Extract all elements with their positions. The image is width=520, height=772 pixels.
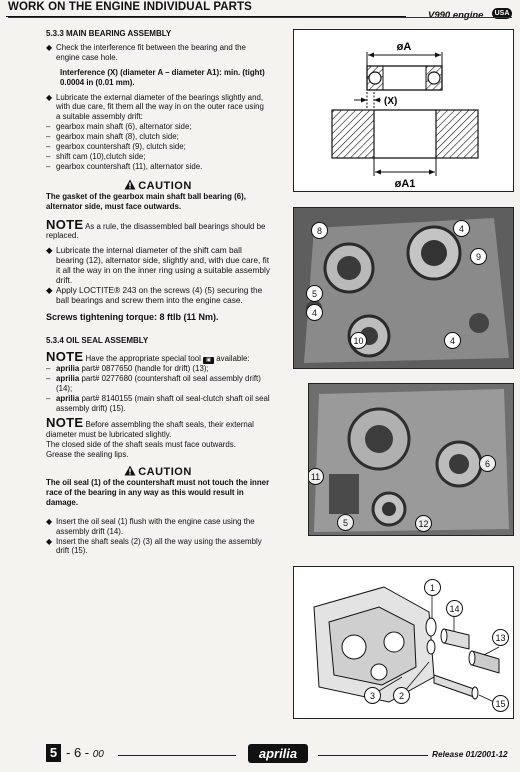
engine-case-photo-clutch-side	[293, 207, 514, 369]
note-label: NOTE	[46, 216, 84, 232]
bullet-diamond-icon: ◆	[46, 92, 53, 102]
aprilia-logo: aprilia	[248, 744, 308, 763]
note-block	[46, 216, 270, 242]
diameter-a1-label: øA1	[394, 178, 416, 190]
bullet-item: ◆ Insert the oil seal (1) flush with the engine case using the assembly drift (14).	[46, 516, 255, 536]
warning-triangle-icon	[124, 179, 136, 190]
bearing-interference-diagram	[293, 29, 514, 192]
section-oil-seal-assembly	[46, 336, 270, 556]
list-item: – shift cam (10),clutch side;	[46, 151, 146, 161]
callout-marker: 11	[308, 468, 324, 485]
note-line: Grease the sealing lips.	[46, 450, 129, 460]
callout-marker: 8	[311, 222, 328, 239]
header-separator	[8, 17, 512, 18]
bullet-diamond-icon: ◆	[46, 516, 53, 526]
callout-marker: 12	[415, 515, 432, 532]
torque-spec: Screws tightening torque: 8 ftlb (11 Nm).	[46, 311, 219, 322]
page-header-title: WORK ON THE ENGINE INDIVIDUAL PARTS	[8, 1, 252, 13]
list-item: – aprilia part# 0877650 (handle for drift) (13);	[46, 363, 209, 373]
note-line: The closed side of the shaft seals must face outwards.	[46, 440, 236, 450]
bullet-diamond-icon: ◆	[46, 42, 53, 52]
callout-marker: 4	[453, 220, 470, 237]
engine-case-photo-alternator-side	[308, 383, 514, 536]
callout-marker: 3	[364, 687, 381, 704]
list-item: – aprilia part# 8140155 (main shaft oil seal-clutch shaft oil seal assembly drift) (15).	[46, 393, 270, 413]
list-item: – gearbox main shaft (8), clutch side;	[46, 132, 179, 142]
section-heading: 5.3.3 MAIN BEARING ASSEMBLY	[46, 29, 172, 38]
usa-badge: USA	[492, 8, 512, 19]
callout-marker: 4	[444, 332, 461, 349]
callout-marker: 6	[479, 455, 496, 472]
callout-marker: 15	[492, 695, 509, 712]
bullet-item: ◆ Lubricate the external diameter of the bearings slightly and, with due care, fit them all the way in on the outer race using a suitable assembly drift:	[46, 92, 264, 122]
callout-marker: 10	[350, 332, 367, 349]
caution-heading: CAUTION	[46, 179, 270, 192]
callout-marker: 13	[492, 629, 509, 646]
note-label: NOTE	[46, 348, 84, 364]
callout-marker: 9	[470, 248, 487, 265]
bullet-diamond-icon: ◆	[46, 245, 53, 256]
callout-marker: 5	[337, 514, 354, 531]
page-number: - 6 - 00	[66, 745, 104, 760]
bullet-diamond-icon: ◆	[46, 536, 53, 546]
list-item: – gearbox countershaft (11), alternator side.	[46, 161, 203, 171]
note-block: NOTE Have the appropriate special tool ▣ available:	[46, 348, 250, 364]
oil-seal-tool-illustration	[293, 566, 514, 719]
note-block: NOTE Before assembling the shaft seals, their external diameter must be lubricated slightly.	[46, 415, 254, 440]
list-item: – aprilia part# 0277680 (countershaft oil seal assembly drift) (14);	[46, 373, 261, 393]
section-heading: 5.3.4 OIL SEAL ASSEMBLY	[46, 336, 149, 345]
diameter-a-label: øA	[396, 41, 412, 53]
interference-spec: Interference (X) (diameter A – diameter A1): min. (tight) 0.0004 in (0.01 mm).	[60, 67, 265, 87]
bullet-item: ◆ Insert the shaft seals (2) (3) all the way using the assembly drift (15).	[46, 536, 262, 556]
caution-heading: CAUTION	[46, 465, 270, 478]
callout-marker: 14	[446, 600, 463, 617]
bullet-item: ◆ Apply LOCTITE® 243 on the screws (4) (5) securing the ball bearings and screw them into the engine case.	[46, 284, 263, 305]
list-item: – gearbox countershaft (9), clutch side;	[46, 142, 186, 152]
callout-marker: 4	[306, 304, 323, 321]
bearing-diagram-svg	[294, 30, 513, 191]
warning-triangle-icon	[124, 465, 136, 476]
footer-rule	[118, 755, 236, 756]
note-text: As a rule, the disassembled ball bearings should be replaced.	[46, 221, 266, 241]
section-main-bearing-assembly	[46, 29, 270, 323]
caution-text: The gasket of the gearbox main shaft ball bearing (6), alternator side, must face outwards.	[46, 191, 246, 211]
list-item: – gearbox main shaft (6), alternator side;	[46, 122, 192, 132]
bullet-item: ◆ Lubricate the internal diameter of the shift cam ball bearing (12), alternator side, slightly and, with due care, fit it all the way in on the inner ring using a suitable assembly drift.	[46, 245, 270, 286]
page-chapter-number: 5	[46, 744, 61, 762]
bullet-diamond-icon: ◆	[46, 284, 53, 295]
engine-model-label: V990 engine	[428, 10, 484, 21]
bullet-item: ◆ Check the interference fit between the bearing and the engine case hole.	[46, 42, 246, 62]
note-label: NOTE	[46, 415, 84, 431]
callout-marker: 5	[306, 285, 323, 302]
caution-text: The oil seal (1) of the countershaft must not touch the inner race of the bearing in any way as this would result in damage.	[46, 477, 270, 507]
release-label: Release 01/2001-12	[432, 749, 508, 759]
callout-marker: 1	[424, 579, 441, 596]
dash-list	[46, 122, 270, 172]
footer-rule	[318, 755, 428, 756]
special-tool-icon: ▣	[203, 357, 214, 364]
callout-marker: 2	[393, 687, 410, 704]
interference-x-label: (X)	[384, 96, 398, 107]
